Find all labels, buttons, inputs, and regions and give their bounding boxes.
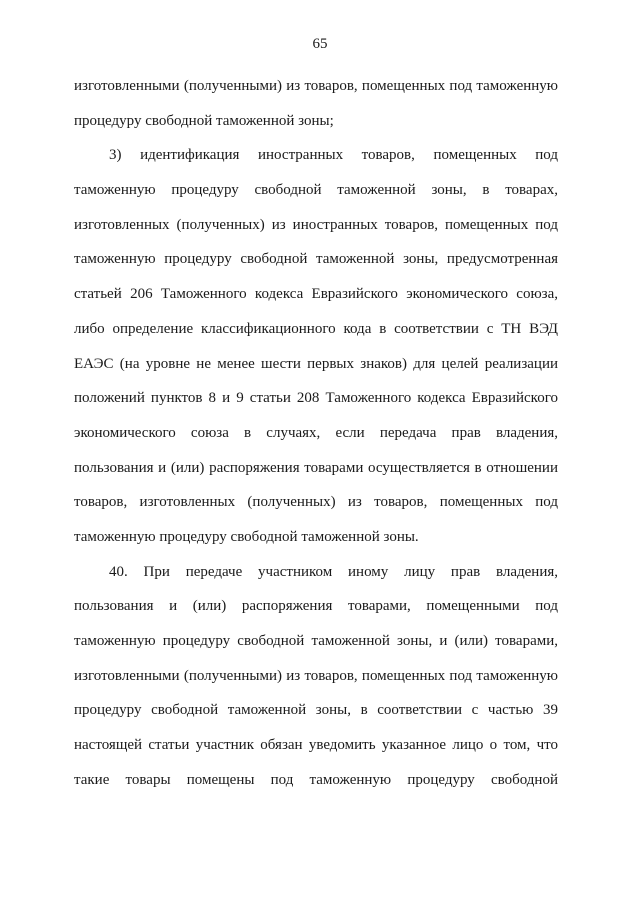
text-line: процедуру свободной таможенной зоны, в соответствии с частью 39 — [74, 702, 558, 719]
text-line: пользования и (или) распоряжения товарами, помещенными под — [74, 598, 558, 615]
text-line: пользования и (или) распоряжения товарами осуществляется в отношении — [74, 459, 558, 476]
text-line: таможенную процедуру свободной таможенной зоны, и (или) товарами, — [74, 633, 558, 649]
text-line: статьей 206 Таможенного кодекса Евразийского экономического союза, — [74, 286, 558, 303]
text-line: таможенную процедуру свободной таможенной зоны. — [74, 528, 419, 545]
paragraph-continuation — [74, 76, 558, 145]
text-line: изготовленными (полученными) из товаров, помещенных под таможенную — [74, 667, 558, 684]
text-line: положений пунктов 8 и 9 статьи 208 Таможенного кодекса Евразийского — [74, 390, 558, 407]
text-line: 3) идентификация иностранных товаров, помещенных под — [109, 147, 558, 164]
text-line: ЕАЭС (на уровне не менее шести первых знаков) для целей реализации — [74, 355, 558, 372]
text-line: 40. При передаче участником иному лицу прав владения, — [109, 563, 558, 580]
text-line: товаров, изготовленных (полученных) из товаров, помещенных под — [74, 494, 558, 511]
paragraph-item-3 — [74, 145, 558, 561]
text-line: таможенную процедуру свободной таможенной зоны, в товарах, — [74, 182, 558, 199]
text-line: такие товары помещены под таможенную процедуру свободной — [74, 771, 558, 788]
paragraph-item-40 — [74, 562, 558, 805]
page-number: 65 — [312, 36, 328, 52]
document-body — [74, 76, 558, 804]
text-line: экономического союза в случаях, если передача прав владения, — [74, 424, 558, 441]
text-line: изготовленными (полученными) из товаров, помещенных под таможенную — [74, 78, 558, 94]
text-line: изготовленных (полученных) из иностранных товаров, помещенных под — [74, 216, 558, 233]
text-line: настоящей статьи участник обязан уведомить указанное лицо о том, что — [74, 737, 558, 754]
text-line: либо определение классификационного кода в соответствии с ТН ВЭД — [74, 320, 558, 337]
text-line: таможенную процедуру свободной таможенной зоны, предусмотренная — [74, 251, 558, 268]
text-line: процедуру свободной таможенной зоны; — [74, 112, 334, 129]
